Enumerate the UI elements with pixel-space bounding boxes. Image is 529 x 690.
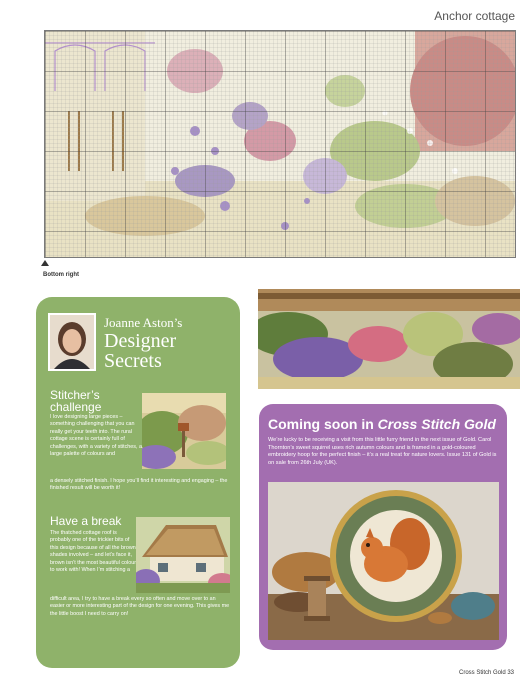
challenge-heading: Stitcher’s challenge <box>50 388 102 414</box>
challenge-photo <box>142 393 226 469</box>
coming-soon-text: We’re lucky to be receiving a visit from this little furry friend in the next issue of Gold. Carol Thornton’s sweet squirrel uses rich autumn colours and is framed in a gold-coloured embroidery hoop for the perfect finish – it’s a real treat for nature lovers. Issue 131 of Gold is on sale from 26th July (UK). <box>268 437 497 466</box>
secrets-title <box>104 331 234 371</box>
break-heading: Have a break <box>50 514 122 528</box>
cross-stitch-chart <box>44 30 516 258</box>
break-text: The thatched cottage roof is probably one of the trickier bits of this design because of all the brown shades involved – and let’s face it, brown isn’t the most beautiful colour to work with! When I’m stitching a <box>50 530 136 574</box>
designer-name: Joanne Aston’s <box>104 315 183 330</box>
magazine-name: Cross Stitch Gold <box>377 416 496 432</box>
secrets-title-line2: Secrets <box>104 350 162 372</box>
challenge-text: I love designing large pieces – something challenging that you can really get your teeth into. The rural cottage scene is certainly full of challenges, with a variety of stitches, a large palette of colours and <box>50 414 142 458</box>
chart-position-arrow <box>41 260 49 266</box>
secrets-title-line1: Designer <box>104 330 177 352</box>
designer-secrets-panel <box>36 297 240 668</box>
stitched-detail-photo <box>258 289 520 389</box>
coming-soon-title <box>268 416 496 432</box>
challenge-text-continued: a densely stitched finish. I hope you’ll find it interesting and engaging – the finished result will be worth it! <box>50 478 228 492</box>
designer-portrait <box>48 313 96 371</box>
page-footer: Cross Stitch Gold 33 <box>459 670 515 676</box>
squirrel-hoop-photo <box>268 482 499 640</box>
page-header: Anchor cottage <box>434 9 515 23</box>
coming-soon-panel <box>259 404 507 650</box>
chart-caption: Bottom right <box>43 272 79 278</box>
break-text-continued: difficult area, I try to have a break every so often and move over to an easier or more interesting part of the design for one evening. This gives me the little boost I need to carry on! <box>50 596 230 617</box>
coming-soon-prefix: Coming soon in <box>268 416 378 432</box>
cottage-roof-photo <box>136 517 230 593</box>
